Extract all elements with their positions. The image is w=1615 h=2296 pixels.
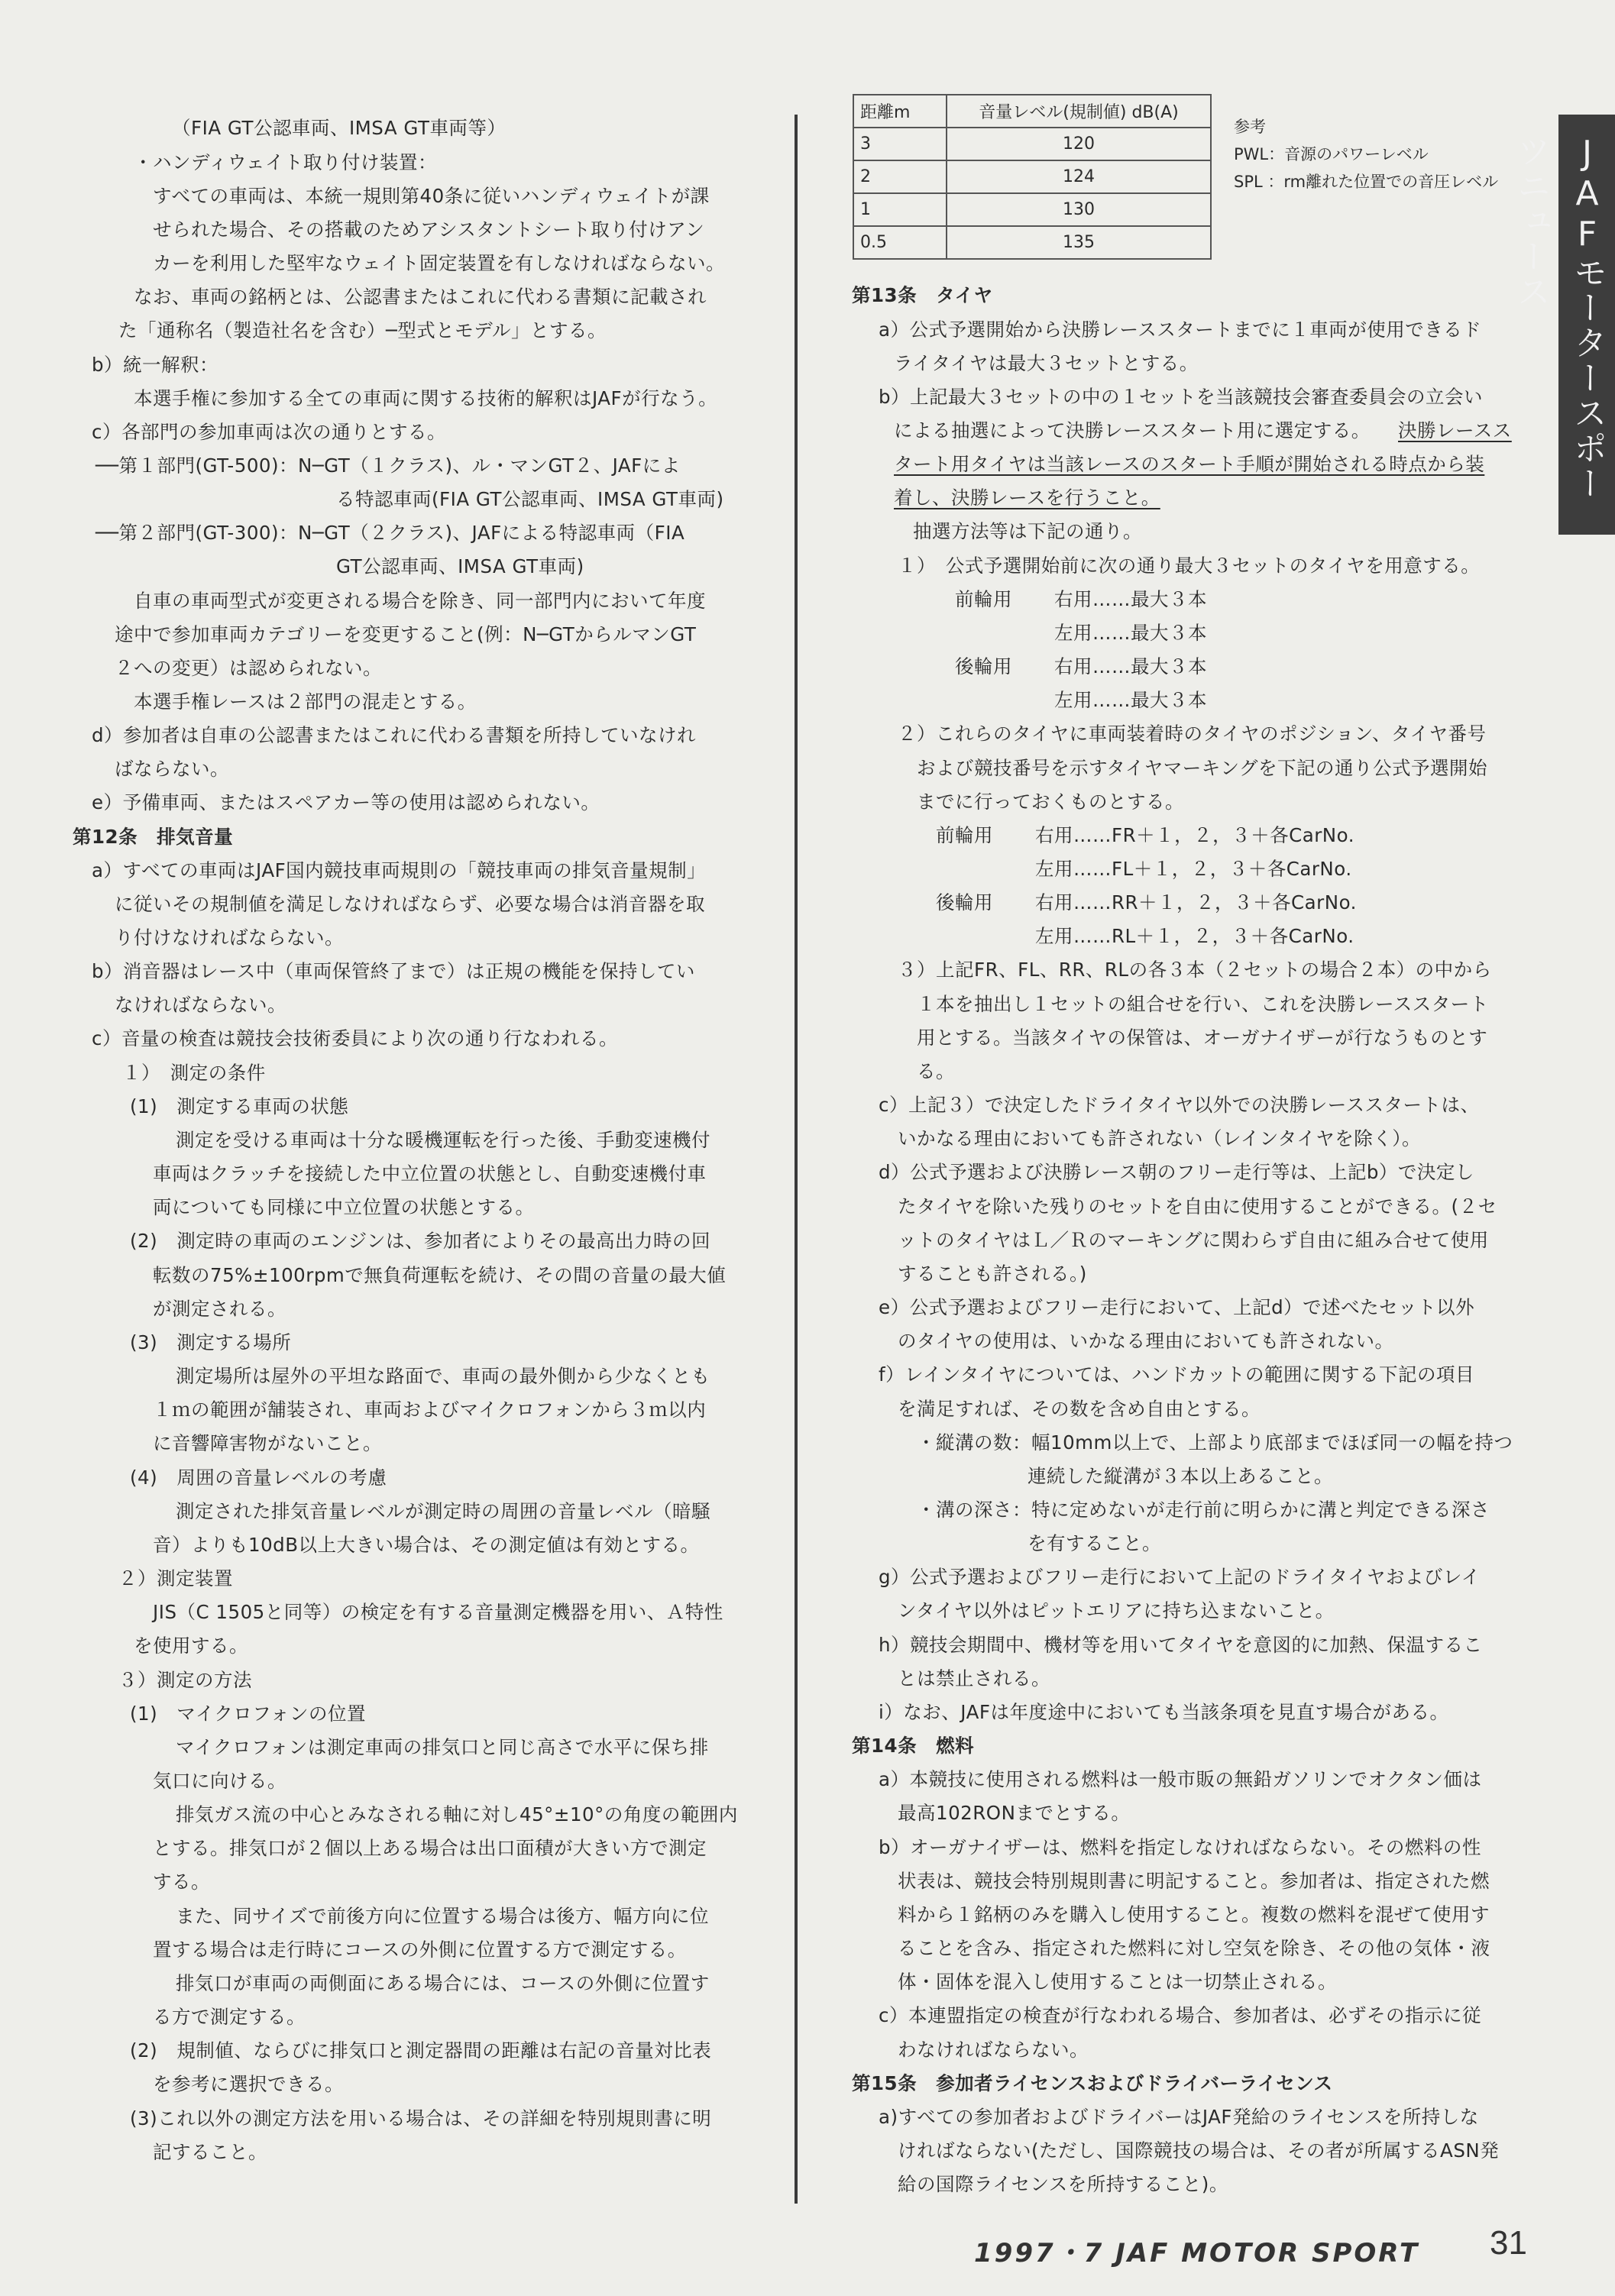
text-line: 後輪用 [936, 891, 993, 914]
text-line: f）レインタイヤについては、ハンドカットの範囲に関する下記の項目 [879, 1363, 1474, 1386]
reference-line: PWL：音源のパワーレベル [1234, 145, 1429, 163]
text-line: 本選手権レースは２部門の混走とする。 [134, 690, 477, 713]
text-line: b）オーガナイザーは、燃料を指定しなければならない。その燃料の性 [879, 1836, 1481, 1858]
text-line: が測定される。 [153, 1298, 286, 1320]
text-line: 左用……RL＋１，２，３＋各CarNo. [1035, 925, 1354, 947]
text-line: 連続した縦溝が３本以上あること。 [1028, 1465, 1333, 1487]
footer-magazine-title: 1997・7 JAF MOTOR SPORT [974, 2238, 1420, 2269]
text-line: a）すべての車両はJAF国内競技車両規則の「競技車両の排気音量規制」 [92, 859, 707, 881]
text-line: (1) 測定する車両の状態 [130, 1095, 349, 1117]
table-row [853, 226, 1211, 259]
text-line: による抽選によって決勝レーススタート用に選定する。 [894, 419, 1371, 441]
text-line: a）公式予選開始から決勝レーススタートまでに１車両が使用できるド [879, 319, 1482, 341]
text-line: を満足すれば、その数を含め自由とする。 [898, 1398, 1261, 1420]
text-line: ──第２部門(GT-300)：N─GT（２クラス)、JAFによる特認車両（FIA [95, 522, 685, 544]
text-line: いかなる理由においても許されない（レインタイヤを除く）。 [898, 1127, 1422, 1150]
text-line: すべての車両は、本統一規則第40条に従いハンディウェイトが課 [153, 185, 710, 207]
text-line: た「通称名（製造社名を含む）─型式とモデル」とする。 [118, 319, 607, 341]
text-line: 前輪用 [936, 824, 993, 846]
text-line: 給の国際ライセンスを所持すること)。 [898, 2173, 1228, 2195]
text-line: を参考に選択できる。 [153, 2073, 344, 2095]
text-line: (4) 周囲の音量レベルの考慮 [130, 1467, 387, 1489]
text-line: 測定場所は屋外の平坦な路面で、車両の最外側から少なくとも [176, 1365, 710, 1387]
text-line: することも許される。) [898, 1263, 1087, 1285]
text-line: h）競技会期間中、機材等を用いてタイヤを意図的に加熱、保温するこ [879, 1634, 1483, 1656]
table-header-row [853, 95, 1211, 128]
text-line: (1) マイクロフォンの位置 [130, 1703, 366, 1725]
section-heading: 第13条 タイヤ [852, 284, 993, 306]
text-line: JIS（C 1505と同等）の検定を有する音量測定機器を用い、Ａ特性 [153, 1601, 723, 1623]
text-line: る方で測定する。 [153, 2006, 306, 2028]
text-line: a)すべての参加者およびドライバーはJAF発給のライセンスを所持しな [879, 2106, 1479, 2128]
text-line: 気口に向ける。 [153, 1770, 286, 1792]
text-line: とする。排気口が２個以上ある場合は出口面積が大きい方で測定 [153, 1837, 707, 1859]
text-line: ・縦溝の数：幅10mm以上で、上部より底部までほぼ同一の幅を持つ [917, 1431, 1513, 1454]
text-line: 左用……最大３本 [1054, 689, 1207, 711]
text-line: d）参加者は自車の公認書またはこれに代わる書類を所持していなけれ [92, 724, 697, 746]
text-line: 本選手権に参加する全ての車両に関する技術的解釈はJAFが行なう。 [134, 387, 718, 409]
text-line: c）本連盟指定の検査が行なわれる場合、参加者は、必ずその指示に従 [879, 2004, 1481, 2026]
text-line: 記すること。 [153, 2141, 267, 2163]
text-line: 排気ガス流の中心とみなされる軸に対し45°±10°の角度の範囲内 [176, 1803, 738, 1825]
section-heading: 第14条 燃料 [852, 1735, 975, 1757]
text-line: ることを含み、指定された燃料に対し空気を除き、その他の気体・液 [898, 1937, 1490, 1959]
text-line: を有すること。 [1028, 1532, 1161, 1554]
text-line: なお、車両の銘柄とは、公認書またはこれに代わる書類に記載され [134, 286, 707, 308]
table-cell: 2 [853, 160, 947, 193]
table-cell: 1 [853, 193, 947, 226]
text-line: わなければならない。 [898, 2039, 1089, 2061]
text-line: 後輪用 [955, 655, 1012, 677]
text-line: ──第１部門(GT-500)：N─GT（１クラス)、ル・マンGT２、JAFによ [95, 454, 681, 477]
text-line: ３）上記FR、FL、RR、RLの各３本（２セットの場合２本）の中から [898, 959, 1492, 981]
text-line: ライタイヤは最大３セットとする。 [894, 352, 1199, 374]
text-line: 抽選方法等は下記の通り。 [913, 520, 1142, 542]
table-row [853, 160, 1211, 193]
text-line: ２）測定装置 [118, 1567, 233, 1589]
text-line: 置する場合は走行時にコースの外側に位置する方で測定する。 [153, 1939, 687, 1961]
text-line: たタイヤを除いた残りのセットを自由に使用することができる。(２セ [898, 1195, 1497, 1218]
text-line: マイクロフォンは測定車両の排気口と同じ高さで水平に保ち排 [176, 1736, 709, 1758]
text-line: および競技番号を示すタイヤマーキングを下記の通り公式予選開始 [917, 757, 1488, 779]
text-line: 排気口が車両の両側面にある場合には、コースの外側に位置す [176, 1972, 710, 1994]
text-line: 体・固体を混入し使用することは一切禁止される。 [898, 1971, 1337, 1993]
text-line: d）公式予選および決勝レース朝のフリー走行等は、上記b）で決定し [879, 1161, 1474, 1183]
text-line: (3)これ以外の測定方法を用いる場合は、その詳細を特別規則書に明 [130, 2107, 712, 2129]
text-line: c）各部門の参加車両は次の通りとする。 [92, 421, 446, 443]
text-line: 右用……RR＋１，２，３＋各CarNo. [1035, 891, 1357, 914]
text-line: GT公認車両、IMSA GT車両) [336, 555, 584, 577]
text-line: 右用……FR＋１，２，３＋各CarNo. [1035, 824, 1354, 846]
text-line: (3) 測定する場所 [130, 1331, 292, 1353]
text-line: ２）これらのタイヤに車両装着時のタイヤのポジション、タイヤ番号 [898, 723, 1487, 745]
text-line: 音）よりも10dB以上大きい場合は、その測定値は有効とする。 [153, 1534, 700, 1556]
table-row [853, 128, 1211, 160]
section-tab [1511, 115, 1615, 535]
text-line: ２への変更）は認められない。 [115, 657, 382, 679]
text-line: 途中で参加車両カテゴリーを変更すること(例：N─GTからルマンGT [115, 623, 697, 645]
table-cell: 130 [947, 193, 1211, 226]
text-line: タート用タイヤは当該レースのスタート手順が開始される時点から装 [894, 453, 1485, 475]
text-line: せられた場合、その搭載のためアシスタントシート取り付けアン [153, 218, 705, 241]
text-line: また、同サイズで前後方向に位置する場合は後方、幅方向に位 [176, 1905, 710, 1927]
text-line: i）なお、JAFは年度途中においても当該条項を見直す場合がある。 [879, 1701, 1449, 1723]
text-line: 両についても同様に中立位置の状態とする。 [153, 1196, 535, 1218]
text-line: 左用……最大３本 [1054, 622, 1207, 644]
section-tab-label: JAFモータースポーツニュース [1511, 134, 1607, 501]
text-line: る特認車両(FIA GT公認車両、IMSA GT車両) [336, 488, 724, 510]
text-line: 料から１銘柄のみを購入し使用すること。複数の燃料を混ぜて使用す [898, 1903, 1490, 1926]
text-line: 転数の75%±100rpmで無負荷運転を続け、その間の音量の最大値 [153, 1264, 727, 1286]
text-line: とは禁止される。 [898, 1667, 1050, 1690]
text-line: ・溝の深さ：特に定めないが走行前に明らかに溝と判定できる深さ [917, 1499, 1490, 1521]
page-number: 31 [1490, 2224, 1527, 2262]
text-line: 最高102RONまでとする。 [898, 1802, 1131, 1824]
table-row [853, 193, 1211, 226]
text-line: 測定された排気音量レベルが測定時の周囲の音量レベル（暗騒 [176, 1500, 710, 1522]
text-line: （FIA GT公認車両、IMSA GT車両等） [172, 117, 507, 139]
text-line: (2) 規制値、ならびに排気口と測定器間の距離は右記の音量対比表 [130, 2039, 712, 2062]
text-line: (2) 測定時の車両のエンジンは、参加者によりその最高出力時の回 [130, 1230, 710, 1252]
column-divider [795, 115, 798, 2204]
reference-title: 参考 [1234, 118, 1266, 136]
text-line: のタイヤの使用は、いかなる理由においても許されない。 [898, 1330, 1394, 1352]
reference-line: SPL ：rm離れた位置での音圧レベル [1234, 173, 1499, 191]
text-line: b）上記最大３セットの中の１セットを当該競技会審査委員会の立会い [879, 386, 1484, 408]
text-line: 車両はクラッチを接続した中立位置の状態とし、自動変速機付車 [153, 1163, 707, 1185]
text-line: ければならない(ただし、国際競技の場合は、その者が所属するASN発 [898, 2139, 1500, 2162]
section-heading: 第12条 排気音量 [73, 826, 234, 848]
text-line: 決勝レースス [1398, 419, 1512, 441]
text-line: 右用……最大３本 [1054, 588, 1207, 610]
text-line: を使用する。 [134, 1635, 248, 1657]
text-line: ・ハンディウェイト取り付け装置： [134, 151, 438, 173]
text-line: 測定を受ける車両は十分な暖機運転を行った後、手動変速機付 [176, 1129, 710, 1151]
text-line: e）公式予選およびフリー走行において、上記d）で述べたセット以外 [879, 1296, 1475, 1318]
table-header-cell: 音量レベル(規制値) dB(A) [947, 95, 1211, 128]
section-heading: 第15条 参加者ライセンスおよびドライバーライセンス [852, 2072, 1333, 2094]
text-line: ンタイヤ以外はピットエリアに持ち込まないこと。 [898, 1599, 1335, 1622]
text-line: g）公式予選およびフリー走行において上記のドライタイヤおよびレイ [879, 1566, 1481, 1588]
text-line: c）音量の検査は競技会技術委員により次の通り行なわれる。 [92, 1027, 618, 1049]
text-line: に従いその規制値を満足しなければならず、必要な場合は消音器を取 [115, 893, 706, 915]
table-cell: 124 [947, 160, 1211, 193]
text-line: までに行っておくものとする。 [917, 791, 1184, 813]
text-line: 前輪用 [955, 588, 1012, 610]
table-cell: 3 [853, 128, 947, 160]
text-line: る。 [917, 1060, 955, 1082]
text-line: a）本競技に使用される燃料は一般市販の無鉛ガソリンでオクタン価は [879, 1768, 1482, 1790]
text-line: 左用……FL＋１，２，３＋各CarNo. [1035, 858, 1352, 880]
text-line: b）統一解釈： [92, 354, 219, 376]
text-line: e）予備車両、またはスペアカー等の使用は認められない。 [92, 791, 600, 813]
text-line: する。 [153, 1871, 210, 1893]
text-line: 状表は、競技会特別規則書に明記すること。参加者は、指定された燃 [898, 1870, 1490, 1892]
text-line: １ｍの範囲が舗装され、車両およびマイクロフォンから３ｍ以内 [153, 1399, 707, 1421]
text-line: カーを利用した堅牢なウェイト固定装置を有しなければならない。 [153, 252, 726, 274]
text-line: c）上記３）で決定したドライタイヤ以外での決勝レーススタートは、 [879, 1094, 1480, 1116]
text-line: 自車の車両型式が変更される場合を除き、同一部門内において年度 [134, 590, 707, 612]
text-line: 着し、決勝レースを行うこと。 [894, 487, 1160, 509]
table-cell: 135 [947, 226, 1211, 259]
text-line: １） 測定の条件 [122, 1062, 266, 1084]
table-header-cell: 距離m [853, 95, 947, 128]
text-line: １） 公式予選開始前に次の通り最大３セットのタイヤを用意する。 [898, 555, 1481, 577]
table-cell: 120 [947, 128, 1211, 160]
text-line: 用とする。当該タイヤの保管は、オーガナイザーが行なうものとす [917, 1027, 1488, 1049]
text-line: なければならない。 [115, 994, 286, 1016]
text-line: に音響障害物がないこと。 [153, 1432, 382, 1454]
table-cell: 0.5 [853, 226, 947, 259]
sound-level-table [853, 94, 1212, 260]
text-line: １本を抽出し１セットの組合せを行い、これを決勝レーススタート [917, 993, 1489, 1015]
text-line: 右用……最大３本 [1054, 655, 1207, 677]
text-line: b）消音器はレース中（車両保管終了まで）は正規の機能を保持してい [92, 960, 695, 982]
text-line: ３）測定の方法 [118, 1669, 252, 1691]
text-line: ットのタイヤはＬ／Ｒのマーキングに関わらず自由に組み合せて使用 [898, 1229, 1489, 1251]
text-line: ばならない。 [115, 758, 229, 780]
text-line: り付けなければならない。 [115, 926, 344, 949]
